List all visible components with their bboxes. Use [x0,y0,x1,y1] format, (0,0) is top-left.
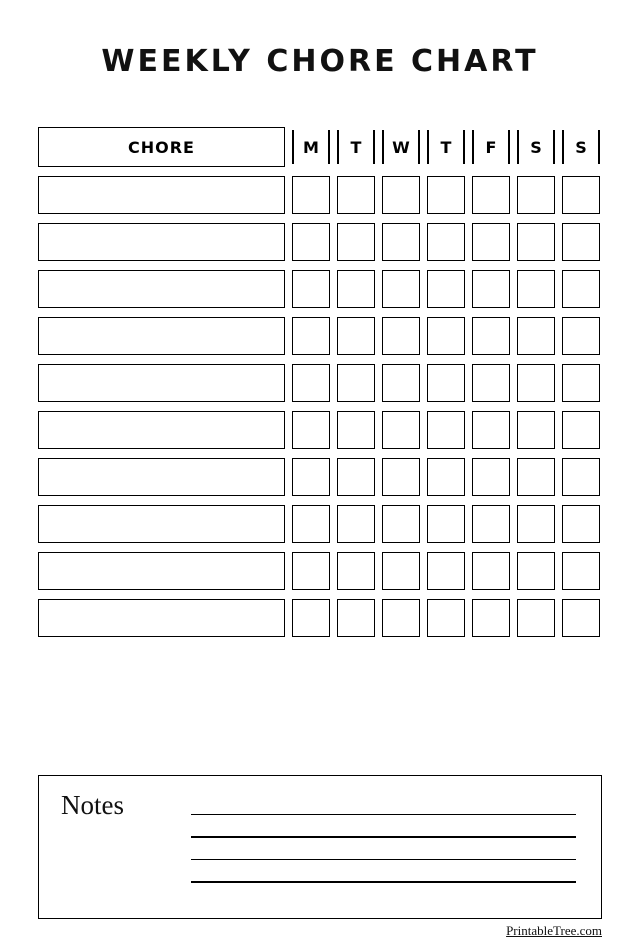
table-row [38,364,602,402]
checkbox-tuesday[interactable] [337,458,375,496]
checkbox-thursday[interactable] [427,176,465,214]
checkbox-saturday[interactable] [517,364,555,402]
checkbox-sunday[interactable] [562,411,600,449]
checkbox-monday[interactable] [292,317,330,355]
checkbox-saturday[interactable] [517,505,555,543]
table-row [38,599,602,637]
day-header-label: T [440,137,452,157]
checkbox-saturday[interactable] [517,223,555,261]
checkbox-wednesday[interactable] [382,270,420,308]
checkbox-friday[interactable] [472,364,510,402]
checkbox-sunday[interactable] [562,223,600,261]
checkbox-tuesday[interactable] [337,552,375,590]
checkbox-sunday[interactable] [562,364,600,402]
checkbox-friday[interactable] [472,411,510,449]
day-header-saturday [517,127,555,167]
checkbox-wednesday[interactable] [382,317,420,355]
checkbox-friday[interactable] [472,505,510,543]
day-header-label: M [303,137,319,157]
checkbox-sunday[interactable] [562,505,600,543]
checkbox-friday[interactable] [472,270,510,308]
chore-name-field[interactable] [38,176,285,214]
day-header-monday [292,127,330,167]
checkbox-wednesday[interactable] [382,411,420,449]
day-header-sunday [562,127,600,167]
checkbox-sunday[interactable] [562,458,600,496]
checkbox-monday[interactable] [292,176,330,214]
checkbox-thursday[interactable] [427,364,465,402]
checkbox-saturday[interactable] [517,270,555,308]
checkbox-tuesday[interactable] [337,176,375,214]
checkbox-saturday[interactable] [517,599,555,637]
checkbox-thursday[interactable] [427,270,465,308]
checkbox-monday[interactable] [292,223,330,261]
checkbox-friday[interactable] [472,458,510,496]
checkbox-sunday[interactable] [562,176,600,214]
notes-lines [191,814,576,904]
chore-name-field[interactable] [38,223,285,261]
checkbox-thursday[interactable] [427,599,465,637]
checkbox-friday[interactable] [472,552,510,590]
checkbox-sunday[interactable] [562,552,600,590]
checkbox-monday[interactable] [292,458,330,496]
notes-write-line[interactable] [191,836,576,837]
chore-chart-table [38,127,602,637]
checkbox-thursday[interactable] [427,505,465,543]
checkbox-wednesday[interactable] [382,364,420,402]
checkbox-saturday[interactable] [517,317,555,355]
checkbox-tuesday[interactable] [337,270,375,308]
table-row [38,552,602,590]
checkbox-thursday[interactable] [427,223,465,261]
table-row [38,223,602,261]
checkbox-tuesday[interactable] [337,223,375,261]
day-header-wednesday [382,127,420,167]
checkbox-friday[interactable] [472,599,510,637]
day-header-label: T [350,137,362,157]
notes-write-line[interactable] [191,881,576,882]
checkbox-thursday[interactable] [427,458,465,496]
notes-label: Notes [61,790,124,820]
checkbox-tuesday[interactable] [337,317,375,355]
checkbox-monday[interactable] [292,552,330,590]
chore-name-field[interactable] [38,270,285,308]
checkbox-thursday[interactable] [427,317,465,355]
chore-name-field[interactable] [38,505,285,543]
day-header-label: S [530,137,542,157]
checkbox-friday[interactable] [472,317,510,355]
page-title: WEEKLY CHORE CHART [101,44,539,79]
checkbox-wednesday[interactable] [382,458,420,496]
chore-column-header-label: CHORE [128,137,195,157]
table-row [38,458,602,496]
table-row [38,505,602,543]
checkbox-saturday[interactable] [517,176,555,214]
chore-chart-page [0,44,640,949]
checkbox-monday[interactable] [292,364,330,402]
checkbox-saturday[interactable] [517,458,555,496]
chore-column-header [38,127,285,167]
table-row [38,270,602,308]
chore-name-field[interactable] [38,317,285,355]
checkbox-monday[interactable] [292,411,330,449]
chore-name-field[interactable] [38,364,285,402]
checkbox-monday[interactable] [292,270,330,308]
checkbox-thursday[interactable] [427,552,465,590]
checkbox-friday[interactable] [472,223,510,261]
checkbox-sunday[interactable] [562,599,600,637]
checkbox-wednesday[interactable] [382,176,420,214]
chore-name-field[interactable] [38,552,285,590]
checkbox-wednesday[interactable] [382,505,420,543]
day-header-friday [472,127,510,167]
notes-write-line[interactable] [191,859,576,860]
footer-website-link[interactable]: PrintableTree.com [506,923,602,938]
notes-section[interactable] [38,775,602,919]
checkbox-tuesday[interactable] [337,505,375,543]
table-row [38,411,602,449]
day-header-tuesday [337,127,375,167]
checkbox-wednesday[interactable] [382,599,420,637]
chore-name-field[interactable] [38,599,285,637]
checkbox-saturday[interactable] [517,411,555,449]
notes-write-line[interactable] [191,814,576,815]
checkbox-wednesday[interactable] [382,223,420,261]
checkbox-tuesday[interactable] [337,411,375,449]
chore-name-field[interactable] [38,458,285,496]
day-header-label: W [392,137,410,157]
checkbox-monday[interactable] [292,599,330,637]
day-header-label: F [485,137,497,157]
checkbox-friday[interactable] [472,176,510,214]
checkbox-sunday[interactable] [562,317,600,355]
checkbox-wednesday[interactable] [382,552,420,590]
day-header-label: S [575,137,587,157]
checkbox-thursday[interactable] [427,411,465,449]
table-row [38,176,602,214]
checkbox-monday[interactable] [292,505,330,543]
checkbox-tuesday[interactable] [337,364,375,402]
table-row [38,317,602,355]
checkbox-tuesday[interactable] [337,599,375,637]
chore-name-field[interactable] [38,411,285,449]
table-header-row [38,127,602,167]
checkbox-saturday[interactable] [517,552,555,590]
checkbox-sunday[interactable] [562,270,600,308]
day-header-thursday [427,127,465,167]
